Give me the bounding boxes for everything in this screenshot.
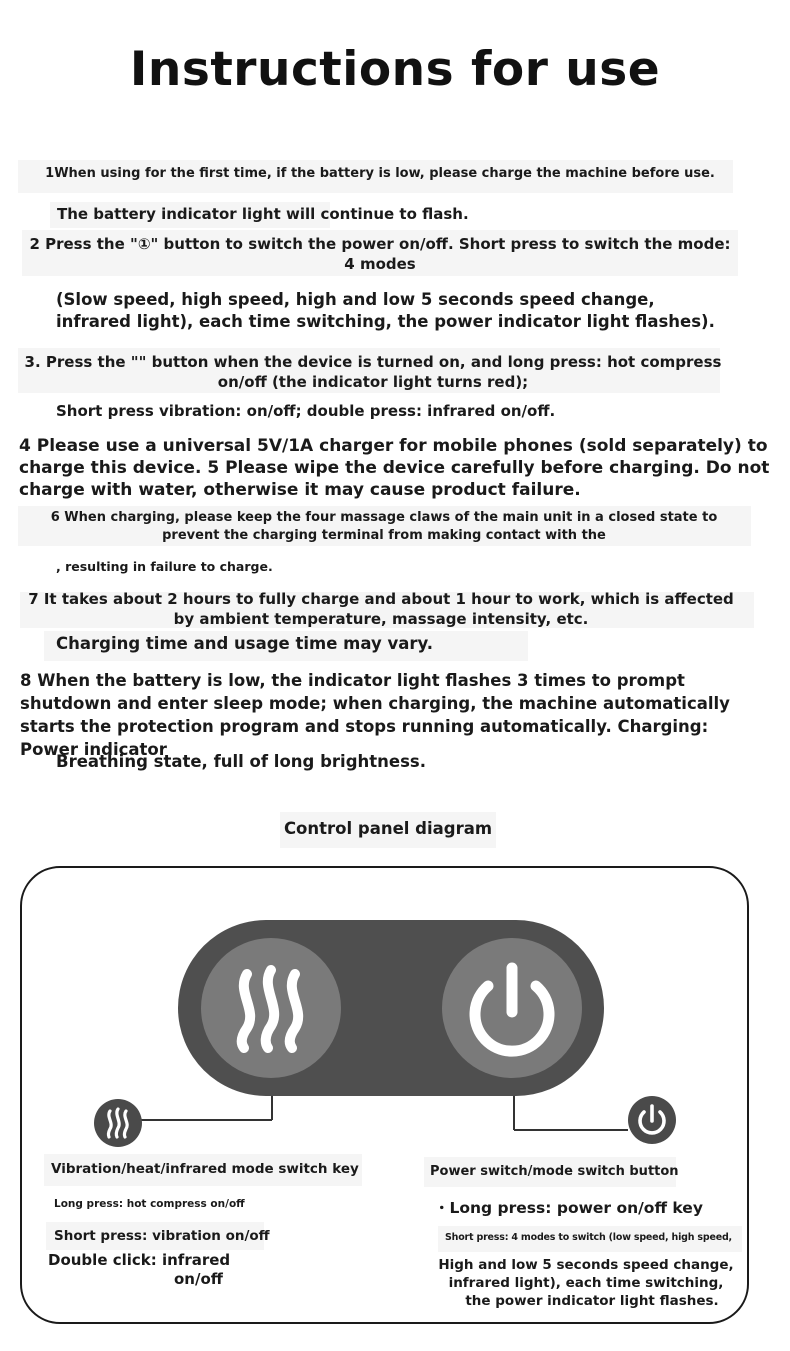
left-double-click: Double click: infrared	[48, 1251, 231, 1269]
right-line-3: High and low 5 seconds speed change,	[438, 1257, 734, 1273]
instruction-6: 6 When charging, please keep the four massage claws of the main unit in a closed state to prevent the charging terminal from making contact with the	[50, 510, 718, 543]
left-double-click-cont: on/off	[174, 1270, 223, 1288]
right-line-4: infrared light), each time switching,	[448, 1275, 724, 1291]
right-line-5: the power indicator light flashes.	[465, 1293, 719, 1309]
instruction-1b: The battery indicator light will continue to flash.	[57, 205, 469, 223]
instruction-2b: (Slow speed, high speed, high and low 5 seconds speed change, infrared light), each time switching, the power indicator light flashes).	[56, 290, 715, 331]
diagram-heading: Control panel diagram	[283, 819, 493, 838]
instruction-6b: , resulting in failure to charge.	[56, 559, 273, 574]
instruction-3: 3. Press the "" button when the device is turned on, and long press: hot compress on/off (the indicator light turns red);	[24, 353, 722, 391]
right-long-press: ・Long press: power on/off key	[434, 1199, 703, 1217]
right-key-title: Power switch/mode switch button	[430, 1164, 679, 1179]
instruction-1: 1When using for the first time, if the battery is low, please charge the machine before use.	[45, 166, 715, 181]
left-long-press: Long press: hot compress on/off	[54, 1198, 245, 1210]
power-badge	[628, 1096, 676, 1144]
instruction-8: 8 When the battery is low, the indicator light flashes 3 times to prompt shutdown and enter sleep mode; when charging, the machine automatically starts the protection program and stops running automatically. Charging: Power indicator	[20, 671, 730, 759]
instruction-7: 7 It takes about 2 hours to fully charge and about 1 hour to work, which is affected by ambient temperature, massage intensity, etc.	[28, 590, 734, 628]
left-short-press: Short press: vibration on/off	[54, 1228, 270, 1244]
left-key-title: Vibration/heat/infrared mode switch key	[51, 1161, 359, 1177]
instruction-7b: Charging time and usage time may vary.	[56, 634, 433, 653]
instruction-3b: Short press vibration: on/off; double press: infrared on/off.	[56, 402, 556, 420]
instruction-2: 2 Press the "①" button to switch the power on/off. Short press to switch the mode: 4 modes	[29, 235, 731, 273]
heat-badge	[94, 1099, 142, 1147]
page-title: Instructions for use	[129, 42, 661, 97]
instruction-8b: Breathing state, full of long brightness.	[56, 752, 426, 771]
power-button	[442, 938, 582, 1078]
heat-mode-button	[201, 938, 341, 1078]
instruction-4-5: 4 Please use a universal 5V/1A charger for mobile phones (sold separately) to charge this device. 5 Please wipe the device carefully before charging. Do not charge with water, otherwise it may cause product failure.	[19, 436, 770, 500]
right-short-press: Short press: 4 modes to switch (low speed, high speed,	[445, 1232, 732, 1243]
